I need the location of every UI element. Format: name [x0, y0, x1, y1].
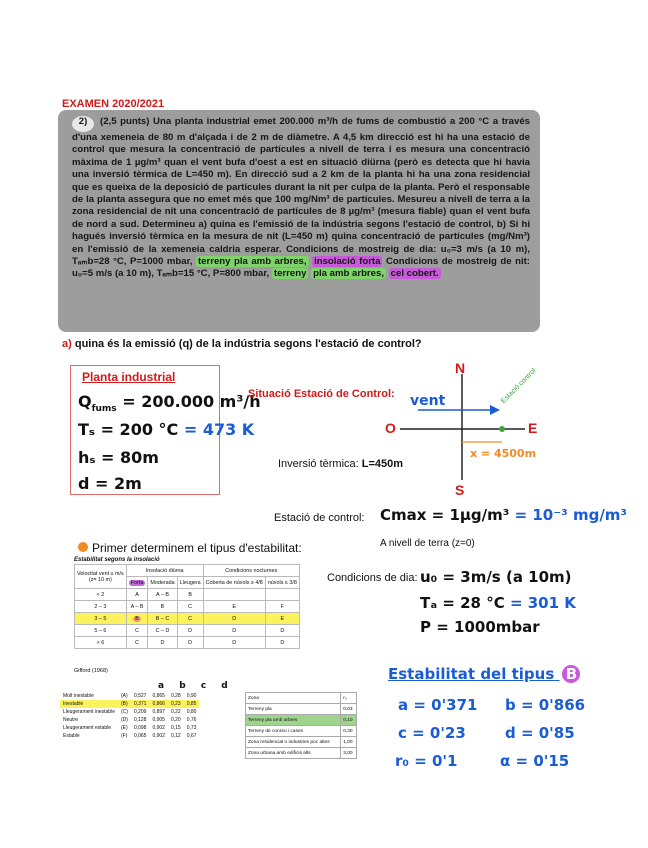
col-lleugera: Lleugera — [177, 577, 203, 589]
d-value: d = 2m — [78, 474, 142, 493]
roughness-table — [245, 692, 357, 759]
plant-title: Planta industrial — [82, 370, 176, 384]
table-row: Terreny de conreu i cases 0,30 — [246, 726, 357, 737]
u0-value: u₀ = 3m/s (a 10m) — [420, 568, 572, 586]
highlight-cloud: cel cobert. — [390, 268, 439, 280]
header-wind: Velocitat vent u m/s (z= 10 m) — [75, 565, 127, 589]
station-control-label: Estació control — [500, 367, 538, 405]
coef-a: a = 0'371 — [398, 696, 478, 714]
table-row: Neutre (D) 0,128 0,905 0,20 0,76 — [63, 717, 197, 723]
table-row: Zona urbana amb edificis alts 3,00 — [246, 748, 357, 759]
coefficients-table — [60, 692, 199, 740]
highlight-terrain-day: terreny pla amb arbres, — [197, 256, 307, 268]
station-title: Situació Estació de Control: — [248, 388, 395, 400]
table-row: 5 – 6 C C – D D D D — [75, 625, 300, 637]
header-night: Condicions nocturnes — [203, 565, 299, 577]
table-row: > 6 C D D D D — [75, 637, 300, 649]
sun-icon — [78, 542, 88, 552]
ts-value: Tₛ = 200 °C = 473 K — [78, 420, 255, 439]
ta-value: Tₐ = 28 °C = 301 K — [420, 594, 576, 612]
table-row: Lleugerament estable (E) 0,098 0,902 0,15 0,73 — [63, 725, 197, 731]
stability-table — [74, 564, 300, 649]
table-row-highlighted: Terreny pla amb arbres 0,10 — [246, 715, 357, 726]
inversion-line: Inversió tèrmica: L=450m — [278, 458, 404, 470]
question-text: quina és la emissió (q) de la indústria segons l'estació de control? — [74, 338, 422, 350]
pressure-value: P = 1000mbar — [420, 618, 540, 636]
west-label: O — [385, 420, 396, 436]
table-row: Zona residencial o industries poc altes 1,00 — [246, 737, 357, 748]
coef-alpha: α = 0'15 — [500, 752, 570, 770]
south-label: S — [455, 482, 465, 498]
table-source: Gifford (1968) — [74, 668, 108, 674]
col-forta: Forta — [130, 579, 144, 586]
coef-c: c = 0'23 — [398, 724, 466, 742]
table-row-highlighted: 3 – 5 B B – C C D E — [75, 613, 300, 625]
stability-caption: Estabilitat segons la insolació — [74, 557, 160, 563]
table-row: Estable (F) 0,065 0,902 0,12 0,67 — [63, 733, 197, 739]
control-label: Estació de control: — [274, 512, 365, 524]
col-moderada: Moderada — [148, 577, 177, 589]
table-row: Terreny pla 0,03 — [246, 704, 357, 715]
wind-arrow-head — [490, 405, 500, 415]
station-dot — [499, 426, 505, 432]
abcd-header: a b c d — [158, 681, 228, 691]
east-label: E — [528, 420, 538, 436]
exam-title: EXAMEN 2020/2021 — [62, 98, 165, 110]
stability-result-title: Estabilitat del tipus B — [388, 665, 580, 683]
ground-level-note: A nivell de terra (z=0) — [380, 538, 475, 549]
problem-text-2: Condicions de mostreig de dia: u₀=3 m/s (a 10 m), Tₐₘb=28 °C, P=1000 mbar, — [72, 243, 531, 268]
q-fums: $Q_{fums} = 200.000$ m³/h — [78, 392, 261, 415]
question-letter: a) — [62, 338, 72, 350]
problem-text-1: (2,5 punts) Una planta industrial emet 200.000 m³/h de fums de combustió a 200 °C a través d'una xemeneia de 80 m d'alçada i de 2 m de diàmetre. A 4,5 km direcció est hi ha una estació de control que mesura la concentració de partícules a nivell de terra i es mesura una concentració màxima de 1 µg/m³ quan el vent bufa d'oest a est en situació diürna (però es detecta que hi havia una inversió tèrmica de L=450 m). En direcció sud a 2 km de la planta hi ha una zona residencial que es queixa de la deposició de partícules durant la nit per culpa de la planta. Però el responsable de la planta assegura que no emet més que 100 mg/Nm³ de partícules. Mesureu a nivell de terra a la zona residencial de nit una concentració de partícules de 8 µg/m³ (mesura fiable) quan el vent bufa de nord a sud. Determineu a) quina es l'emissió de la indústria segons l'estació de control, b) Si hi hagués inversió tèrmica en la mesura de nit (L=450 m) quina concentració de partícules (mg/Nm³) en l'emissió de la xemeneia caldria esperar. — [72, 116, 530, 255]
hs-value: hₛ = 80m — [78, 448, 159, 467]
north-label: N — [455, 360, 466, 376]
table-row-highlighted: Inestable (B) 0,371 0,866 0,23 0,85 — [60, 700, 199, 708]
table-row: Molt inestable (A) 0,527 0,865 0,28 0,90 — [63, 693, 197, 699]
wind-label: vent — [410, 393, 446, 409]
col-clouds-more: Coberta de núvols ≥ 4/8 — [203, 577, 265, 589]
table-row: 2 – 3 A – B B C E F — [75, 601, 300, 613]
conditions-label: Condicions de dia: — [327, 572, 418, 584]
problem-text-3: Condicions de mostreig de nit: u₀=5 m/s (a 10 m), Tₐₘb=15 °C, P=800 mbar, — [72, 256, 530, 280]
problem-statement — [58, 110, 540, 332]
table-header: Zona r₀ — [246, 693, 357, 704]
cmax-value: Cmax = 1µg/m³ = 10⁻³ mg/m³ — [380, 506, 627, 524]
distance-label: x = 4500m — [470, 447, 537, 460]
question-a — [62, 338, 422, 350]
table-row: < 2 A A – B B — [75, 589, 300, 601]
col-clouds-less: núvols ≤ 3/8 — [265, 577, 299, 589]
coef-r0: r₀ = 0'1 — [395, 752, 458, 770]
table-row: Lleugerament inestable (C) 0,209 0,897 0,22 0,80 — [63, 709, 197, 715]
highlight-terrain-night: terreny — [273, 268, 307, 280]
stability-intro: Primer determinem el tipus d'estabilitat: — [78, 541, 302, 555]
header-day: Insolació diürna — [126, 565, 203, 577]
problem-number: 2) — [72, 116, 94, 132]
coef-d: d = 0'85 — [505, 724, 575, 742]
stability-class-badge: B — [562, 665, 580, 683]
highlight-terrain-night-2: pla amb arbres, — [313, 268, 384, 280]
coef-b: b = 0'866 — [505, 696, 586, 714]
highlight-insolation: insolació forta — [314, 256, 381, 268]
